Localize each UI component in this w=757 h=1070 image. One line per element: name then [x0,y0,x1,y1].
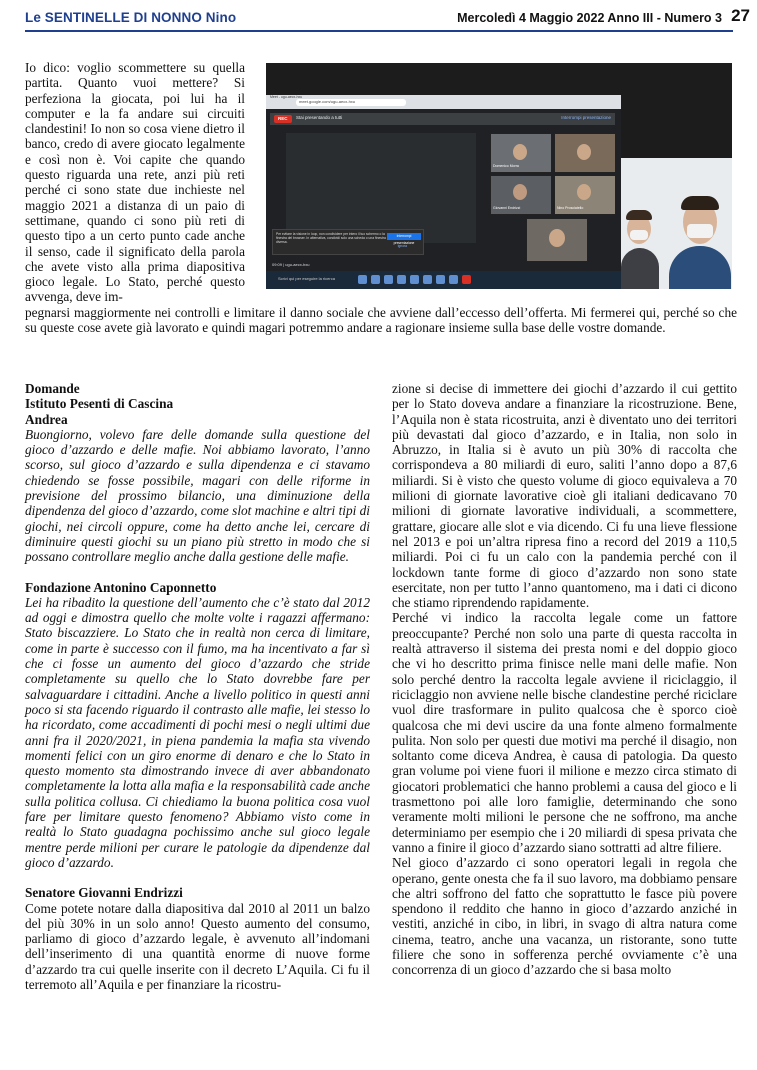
student-hair [626,210,652,220]
right-column [392,381,737,978]
answer-text: Come potete notare dalla diapositiva dal 2010 al 2011 un balzo del più 30% in un solo anno! Questo aumento del consumo, parliamo di gioco d’azzardo legale, è avvenuto all’indomani dell’inserimento di una quantità enorme di nuove forme d’azzardo tra cui quelle inserite con il decreto L’Aquila. Ci fu il terremoto all’Aquila e per finanziare la ricostru- [25,900,370,992]
participant-face [577,144,591,160]
question-text: Buongiorno, volevo fare delle domande sulla questione del gioco d’azzardo e delle mafie. Noi abbiamo lavorato, l’anno scorso, sul gioco d’azzardo e sulla dipendenza e ci stavamo chiedendo se fosse possibile, magari con delle riforme in previsione del prossimo bilancio, una diminuzione della dipendenza del gioco d’azzardo, come slot machine e altri tipi di giochi, nei circoli oppure, come ha detto anche lei, cercare di diminuire questi giochi su un piano più stretto in modo che si possano controllare meglio anche dalla gestione delle mafie. [25,426,370,565]
presenting-label: Stai presentando a tutti [296,115,343,120]
app-icon [423,275,432,284]
student-shirt [621,248,659,289]
participant-face [513,184,527,200]
publication-title: Le SENTINELLE DI NONNO Nino [25,10,237,25]
question-text: Lei ha ribadito la questione dell’aumento che c’è stato dal 2012 ad oggi e dimostra quello che molte volte i ragazzi affermano: Stato biscazziere. Lo Stato che in realtà non cerca di limitare, come in parte è successo con il fumo, ma ha incentivato a far sì che ci fosse un aumento del gioco d’azzardo che stride completamente su quello che lo Stato dovrebbe fare per salvaguardare i cittadini. Anche a livello politico in questi anni poco si sta facendo riguardo il contrasto alle mafie, lei stesso lo ha ricordato, come accadimenti di pochi mesi o negli ultimi due anni fra il 2020/2021, in piena pandemia la mafia sta vivendo momenti felici con un giro enorme di denaro e che lo Stato in questo momento sta dimostrando invece di aver abbandonato completamente la lotta alla mafia e la responsabilità cade anche sulla politica collusa. Ci chiediamo la buona politica cosa vuol fare per limitare questo fenomeno? Abbiamo visto come in realtà lo Stato guadagna pochissimo anche sul gioco legale mentre perde milioni per curare le patologie da dipendenze dal gioco d’azzardo. [25,594,370,870]
classroom-webcam [621,158,732,289]
issue-info: Mercoledì 4 Maggio 2022 Anno III - Numero 3 [457,11,722,25]
intro-continuation: pegnarsi maggiormente nei controlli e limitare il danno sociale che avviene dall’eccesso dell’offerta. Mi fermerei qui, perché so che su queste cose avete già lavorato e quindi magari potremmo andare a ragionare insieme sulla base delle vostre domande. [25,305,737,336]
share-notice [272,229,424,255]
header-rule [25,30,733,32]
taskbar-search: Scrivi qui per eseguire la ricerca [278,276,335,281]
app-icon [462,275,471,284]
rec-label: REC [278,116,288,121]
app-icon [449,275,458,284]
app-icon [410,275,419,284]
video-call-screenshot [266,63,732,289]
meet-presenting-bar [270,113,615,125]
browser-url-bar [296,99,406,106]
page-header [25,6,750,30]
browser-url: meet.google.com/ugu-aecx-hxu [299,99,356,104]
participant-face [513,144,527,160]
student-mask [630,230,648,240]
share-notice-text: Per evitare la visione in loop, non condividere per intero il tuo schermo o la finestra del browser. In alternativa, condividi solo una scheda o una finestra diversa. [276,232,386,244]
answer-paragraph: Perché vi indico la raccolta legale come un fattore preoccupante? Perché non solo una parte di questa raccolta in realtà attraverso il sistema dei presta nomi e del doppio gioco che vi ho descritto prima finisce nelle mani delle mafie. Non solo perché dentro la raccolta legale avviene il riciclaggio, il riciclaggio non avviene nelle bische clandestine perché riciclare vuol dire trasformare in pulito qualcosa che è sporco cioè qualcosa che mi devi uscire da una fonte almeno formalmente pulita. Non solo per questi due motivi ma perché il disagio, non soltanto come diceva Andrea, è causa di patologia. Da questo gran volume poi viene fuori il milione e mezzo circa stimato di giocatori problematici che hanno problemi a causa del gioco e li trasmettono poi alle loro famiglie, determinando che sono veramente molti milioni le persone che ne soffrono, ma anche determiniamo per esempio che i 20 miliardi di spesa privata che vanno a finire il gioco d’azzardo siano sottratti ad altre filiere. [392,610,737,855]
participant-tile [490,175,552,215]
browser-tab-title: Meet - ugu-aecx-hxu [270,95,303,99]
app-icon [436,275,445,284]
section-title: Domande [25,381,80,396]
taskbar-icons [356,273,516,287]
participant-tile [490,133,552,173]
school-name: Istituto Pesenti di Cascina [25,396,174,412]
speaker-name: Fondazione Antonino Caponnetto [25,579,217,595]
share-notice-ignore: Ignora [397,244,407,248]
participant-name: Giovanni Endrizzi [493,206,521,210]
app-icon [397,275,406,284]
share-notice-button: Interrompi presentazione [387,233,421,240]
participant-tile [526,218,588,262]
stop-presenting-link: Interrompi presentazione [561,115,611,120]
participant-face [577,184,591,200]
shared-screen [286,133,476,243]
speaker-name: Andrea [25,411,68,427]
student-mask [687,224,713,238]
app-icon [371,275,380,284]
participant-name: Domenico Morra [493,164,519,168]
answer-paragraph: Nel gioco d’azzardo ci sono operatori legali in regola che operano, gente onesta che fa il suo lavoro, ma dobbiamo pensare che altri soffrono del fatto che soprattutto le fasce più povere spendono il reddito che hanno in gioco d’azzardo anziché in vestiti, anziché in cibo, in libri, in svago di altra natura come cinema, teatro, anche una vacanza, un ristorante, sono tutte filiere che sono in sofferenza perché ovviamente c’è una concorrenza di un gioco d’azzardo che si basa molto [392,855,737,978]
intro-paragraph: Io dico: voglio scommettere su quella partita. Quanto vuoi mettere? Si perfeziona la giocata, poi lui ha il computer e la fa andare sui circuiti clandestini! Io non so cosa viene dietro il banco, credo di avere giocato legalmente e così non è. Voi capite che quando questo riguarda una rete, anzi più reti perché ci sono state due inchieste nel maggio 2021 a distanza di un paio di settimane, quando ci sono più reti di questo tipo a un certo punto cade anche il senso, cade il significato della parola che avete visto alla prima diapositiva gioco legale. Lo Stato, perché questo avvenga, deve im- [25,60,245,305]
student-shirt [669,246,731,289]
participant-tile [554,175,616,215]
left-column [25,381,370,992]
student-hair [681,196,719,210]
page-number: 27 [731,6,750,25]
app-icon [384,275,393,284]
participant-face [549,229,565,247]
answer-paragraph: zione si decise di immettere dei giochi d’azzardo il cui gettito per lo Stato doveva andare a finanziare la ricostruzione. Bene, l’Aquila non è stata ricostruita, anzi è diventato uno dei territori più devastati dal gioco d’azzardo, e in Italia, non solo in Abruzzo, in Italia si è avuto un più 30% di raccolta che corrispondeva a 80 miliardi di euro, saliti l’anno dopo a 87,6 miliardi. Si è visto che questo volume di gioco equivaleva a 70 milioni di giornate lavorative cioè gli italiani dedicavano 70 milioni di giornate lavorative individuali, a scommettere, grattare, giocare alle slot e via dicendo. Ci fu una lieve flessione nel 2013 e poi un’altra ripresa fino a record del 2019 a 110,5 miliardi. Poi ci fu un calo con la pandemia perché con il lockdown tante forme di gioco d’azzardo non sono state esercitate, non per tutto l’anno quantomeno, ma i dati ci dicono che stiamo riprendendo rapidamente. [392,381,737,611]
meeting-time: 09:09 | ugu-aecx-hxu [272,262,310,267]
rec-badge [274,115,292,123]
app-icon [358,275,367,284]
participant-tile [554,133,616,173]
participant-name: Nino Prosciatello [557,206,584,210]
speaker-name: Senatore Giovanni Endrizzi [25,885,183,901]
